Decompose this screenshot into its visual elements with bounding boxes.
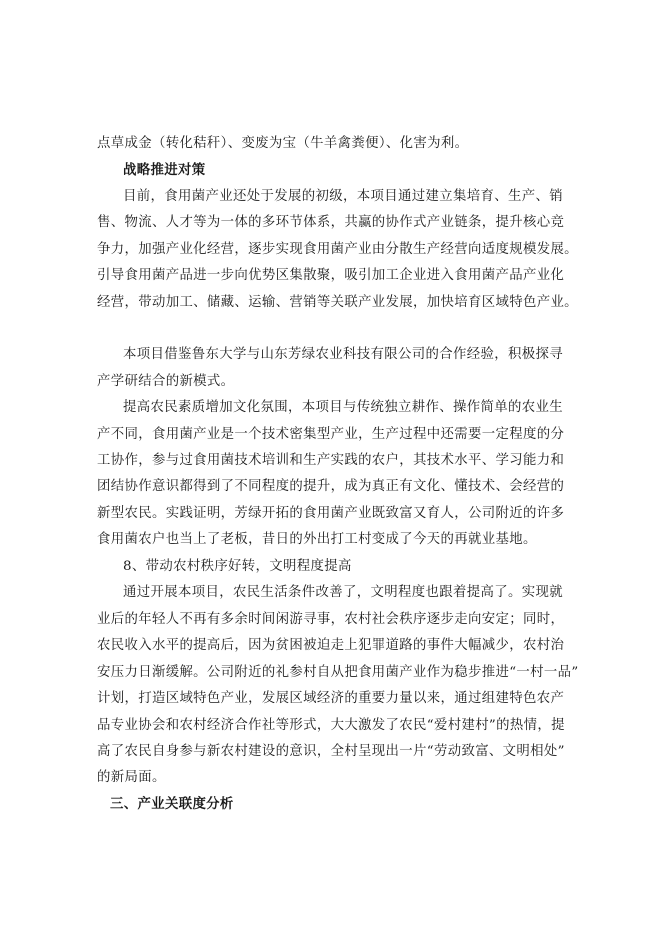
paragraph-line: 产不同，食用菌产业是一个技术密集型产业，生产过程中还需要一定程度的分 <box>97 427 565 442</box>
chapter-heading: 三、产业关联度分析 <box>110 796 234 812</box>
paragraph-line: 经营，带动加工、储藏、运输、营销等关联产业发展，加快培育区域特色产业。 <box>97 295 578 310</box>
paragraph-line: 点草成金（转化秸秆）、变废为宝（牛羊禽粪便）、化害为利。 <box>97 136 469 151</box>
paragraph-line: 食用菌农户也当上了老板，昔日的外出打工村变成了今天的再就业基地。 <box>97 532 537 547</box>
paragraph-line: 争力，加强产业化经营，逐步实现食用菌产业由分散生产经营向适度规模发展。 <box>97 242 578 257</box>
paragraph-line: 高了农民自身参与新农村建设的意识，全村呈现出一片“劳动致富、文明相处” <box>97 744 565 759</box>
paragraph-line: 产学研结合的新模式。 <box>97 374 235 389</box>
section-heading: 战略推进对策 <box>123 162 206 178</box>
paragraph-line: 引导食用菌产品进一步向优势区集散聚，吸引加工企业进入食用菌产品产业化 <box>97 268 565 283</box>
paragraph-line: 业后的年轻人不再有多余时间闲游寻事，农村社会秩序逐步走向安定；同时， <box>97 612 565 627</box>
paragraph-line: 团结协作意识都得到了不同程度的提升，成为真正有文化、懂技术、会经营的 <box>97 479 565 494</box>
paragraph-line: 工协作，参与过食用菌技术培训和生产实践的农户，其技术水平、学习能力和 <box>97 453 565 468</box>
paragraph-line: 本项目借鉴鲁东大学与山东芳绿农业科技有限公司的合作经验，积极探寻 <box>123 347 563 362</box>
paragraph-line: 农民收入水平的提高后，因为贫困被迫走上犯罪道路的事件大幅减少，农村治 <box>97 638 565 653</box>
paragraph-line: 安压力日渐缓解。公司附近的礼参村自从把食用菌产业作为稳步推进“一村一品” <box>97 665 579 680</box>
paragraph-line: 提高农民素质增加文化氛围，本项目与传统独立耕作、操作简单的农业生 <box>123 400 563 415</box>
paragraph-line: 通过开展本项目，农民生活条件改善了，文明程度也跟着提高了。实现就 <box>123 585 563 600</box>
paragraph-line: 新型农民。实践证明，芳绿开拓的食用菌产业既致富又育人，公司附近的许多 <box>97 506 565 521</box>
paragraph-line: 目前，食用菌产业还处于发展的初级，本项目通过建立集培育、生产、销 <box>123 189 563 204</box>
paragraph-line: 售、物流、人才等为一体的多环节体系，共赢的协作式产业链条，提升核心竞 <box>97 215 565 230</box>
paragraph-line: 品专业协会和农村经济合作社等形式，大大激发了农民“爱村建村”的热情，提 <box>97 718 565 733</box>
paragraph-line: 的新局面。 <box>97 770 166 785</box>
paragraph-line: 计划，打造区域特色产业，发展区域经济的重要力量以来，通过组建特色农产 <box>97 691 565 706</box>
section-heading: 8、带动农村秩序好转，文明程度提高 <box>123 559 352 574</box>
